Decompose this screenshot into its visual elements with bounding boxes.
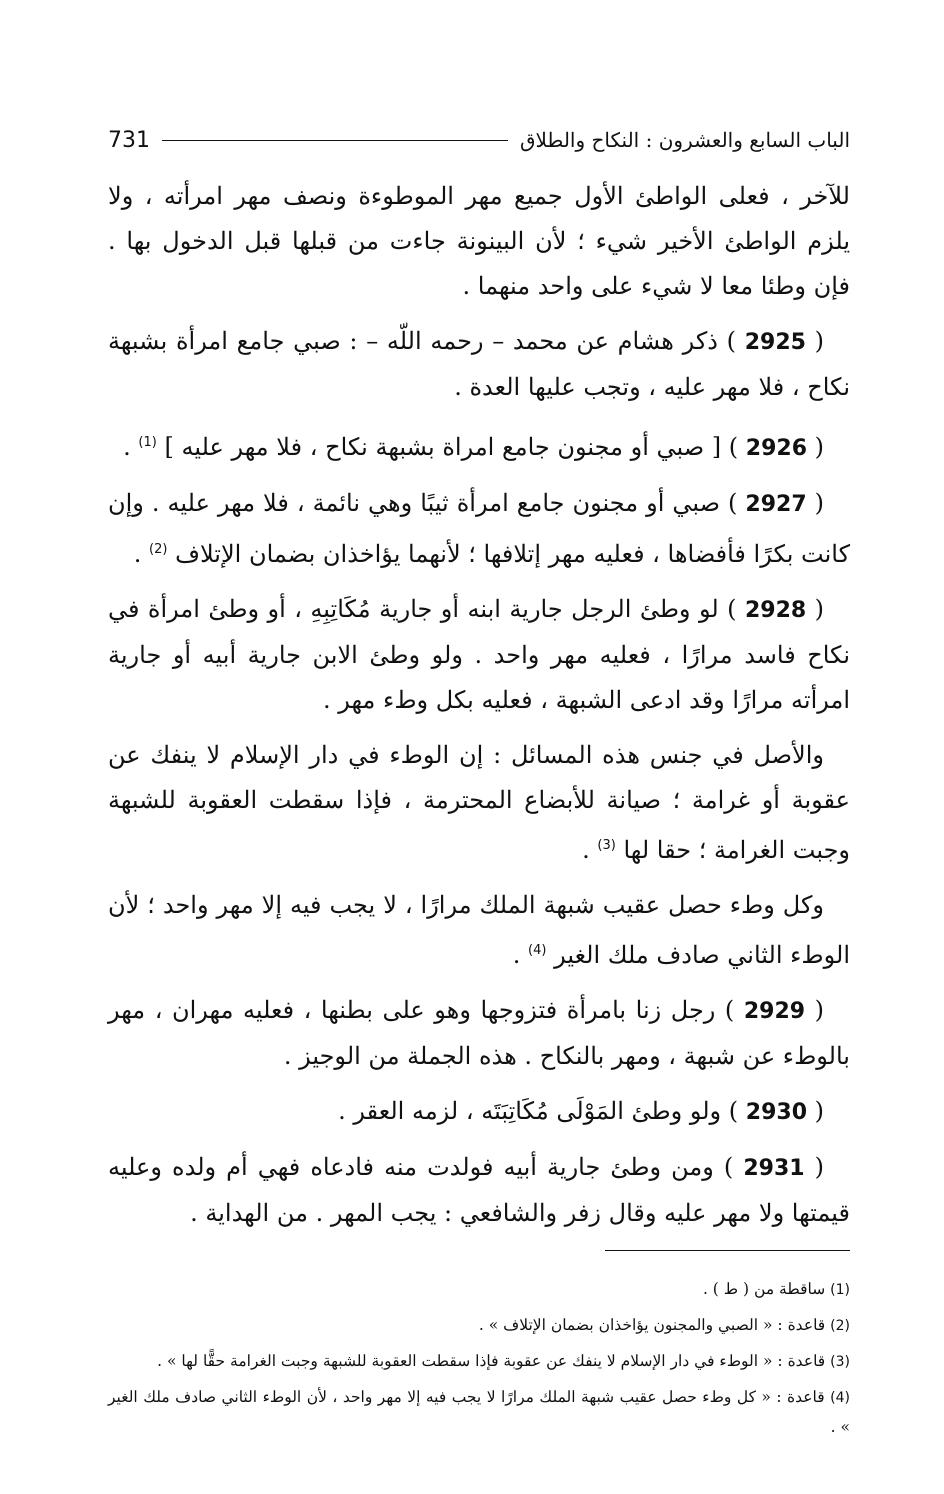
- paragraph-text: صبي أو مجنون جامع امرأة ثيبًا وهي نائمة ، فلا مهر عليه . وإن كانت بكرًا فأفضاها ، فعليه مهر إتلافها ؛ لأنهما يؤاخذان بضمان الإتلاف: [108, 489, 850, 568]
- footnote-reference[interactable]: (2): [149, 542, 168, 557]
- paragraph-tail: .: [582, 836, 598, 864]
- header-rule: [162, 140, 508, 141]
- footnote-separator: [605, 1250, 850, 1251]
- paragraph-text: للآخر ، فعلى الواطئ الأول جميع مهر الموطوءة ونصف مهر امرأته ، ولا يلزم الواطئ الأخير شيء ؛ لأن البينونة جاءت من قبلها قبل الدخول بها . فإن وطئا معا لا شيء على واحد منهما .: [108, 182, 850, 300]
- issue-number: 2927: [745, 492, 807, 517]
- footnote: [108, 1275, 850, 1305]
- footnote-text: قاعدة : « الوطء في دار الإسلام لا ينفك عن عقوبة فإذا سقطت العقوبة للشبهة وجبت الغرامة حقًّا لها » .: [157, 1352, 826, 1370]
- book-page: [108, 118, 850, 1448]
- paragraph-text: ذكر هشام عن محمد – رحمه اللّه – : صبي جامع امرأة بشبهة نكاح ، فلا مهر عليه ، وتجب عليها العدة .: [108, 327, 850, 401]
- paragraph-text: وكل وطء حصل عقيب شبهة الملك مرارًا ، لا يجب فيه إلا مهر واحد ؛ لأن الوطء الثاني صادف ملك الغير: [108, 891, 850, 969]
- footnote: [108, 1347, 850, 1377]
- footnote: [108, 1383, 850, 1442]
- paragraph: [108, 883, 850, 978]
- footnote-number: (3): [830, 1354, 850, 1370]
- issue-number: 2931: [743, 1156, 805, 1181]
- paragraph-tail: .: [133, 540, 150, 568]
- paragraph: [108, 174, 850, 309]
- running-header: [108, 118, 850, 162]
- paragraph-text: والأصل في جنس هذه المسائل : إن الوطء في دار الإسلام لا ينفك عن عقوبة أو غرامة ؛ صيانة للأبضاع المحترمة ، فإذا سقطت العقوبة للشبهة وجبت الغرامة ؛ حقا لها: [108, 741, 851, 864]
- issue-number: 2930: [745, 1100, 807, 1125]
- footnote-number: (1): [830, 1282, 850, 1298]
- issue-number: 2929: [743, 999, 806, 1024]
- footnote-reference[interactable]: (1): [138, 435, 157, 450]
- footnote-text: ساقطة من ( ط ) .: [702, 1280, 826, 1298]
- page-number: 731: [108, 127, 150, 153]
- paragraph: [108, 733, 850, 873]
- paragraph-text: رجل زنا بامرأة فتزوجها وهو على بطنها ، فعليه مهران ، مهر بالوطء عن شبهة ، ومهر بالنكاح . هذه الجملة من الوجيز .: [108, 996, 850, 1070]
- footnote-reference[interactable]: (4): [528, 943, 547, 958]
- footnote-number: (2): [830, 1318, 850, 1334]
- footnote-reference[interactable]: (3): [597, 838, 616, 853]
- footnote-text: قاعدة : « كل وطء حصل عقيب شبهة الملك مرارًا لا يجب فيه إلا مهر واحد ، لأن الوطء الثاني صادف ملك الغير » .: [108, 1388, 850, 1436]
- paragraph-text: ومن وطئ جارية أبيه فولدت منه فادعاه فهي أم ولده وعليه قيمتها ولا مهر عليه وقال زفر والشافعي : يجب المهر . من الهداية .: [108, 1153, 850, 1227]
- numbered-paragraph: ( 2930 ) ولو وطئ المَوْلَى مُكَاتِبَتَه ، لزمه العقر .: [338, 1097, 824, 1125]
- numbered-paragraph: ( 2926 ) [ صبي أو مجنون جامع امراة بشبهة نكاح ، فلا مهر عليه ] $^{(1)}$ .: [123, 433, 824, 461]
- issue-number: 2925: [744, 330, 806, 355]
- numbered-paragraph: ( 2925 ) ذكر هشام عن محمد – رحمه اللّه – : صبي جامع امرأة بشبهة نكاح ، فلا مهر عليه ، وتجب عليها العدة .: [108, 327, 850, 401]
- paragraph-text: لو وطئ الرجل جارية ابنه أو جارية مُكَاتِبِهِ ، أو وطئ امرأة في نكاح فاسد مرارًا ، فعليه مهر واحد . ولو وطئ الابن جارية أبيه أو جارية امرأته مرارًا وقد ادعى الشبهة ، فعليه بكل وطء مهر .: [108, 595, 850, 714]
- chapter-title: الباب السابع والعشرون : النكاح والطلاق: [519, 128, 850, 152]
- numbered-paragraph: ( 2929 ) رجل زنا بامرأة فتزوجها وهو على بطنها ، فعليه مهران ، مهر بالوطء عن شبهة ، ومهر بالنكاح . هذه الجملة من الوجيز .: [108, 996, 850, 1070]
- issue-number: 2926: [745, 436, 807, 461]
- issue-number: 2928: [744, 598, 807, 623]
- footnote-text: قاعدة : « الصبي والمجنون يؤاخذان بضمان الإتلاف » .: [478, 1316, 826, 1334]
- footnote: [108, 1311, 850, 1341]
- numbered-paragraph: ( 2927 ) صبي أو مجنون جامع امرأة ثيبًا وهي نائمة ، فلا مهر عليه . وإن كانت بكرًا فأفضاها ، فعليه مهر إتلافها ؛ لأنهما يؤاخذان بضمان الإتلاف $^{(2)}$ .: [108, 489, 850, 568]
- numbered-paragraph: ( 2928 ) لو وطئ الرجل جارية ابنه أو جارية مُكَاتِبِهِ ، أو وطئ امرأة في نكاح فاسد مرارًا ، فعليه مهر واحد . ولو وطئ الابن جارية أبيه أو جارية امرأته مرارًا وقد ادعى الشبهة ، فعليه بكل وطء مهر .: [108, 595, 850, 714]
- paragraph-tail: .: [512, 941, 528, 969]
- numbered-paragraph: ( 2931 ) ومن وطئ جارية أبيه فولدت منه فادعاه فهي أم ولده وعليه قيمتها ولا مهر عليه وقال زفر والشافعي : يجب المهر . من الهداية .: [108, 1153, 850, 1227]
- paragraph-tail: .: [123, 433, 139, 461]
- paragraph-text: [ صبي أو مجنون جامع امراة بشبهة نكاح ، فلا مهر عليه ]: [164, 433, 722, 461]
- main-text: [108, 174, 850, 1236]
- paragraph-text: ولو وطئ المَوْلَى مُكَاتِبَتَه ، لزمه العقر .: [338, 1097, 722, 1125]
- footnotes: [108, 1275, 850, 1442]
- footnote-number: (4): [830, 1390, 851, 1406]
